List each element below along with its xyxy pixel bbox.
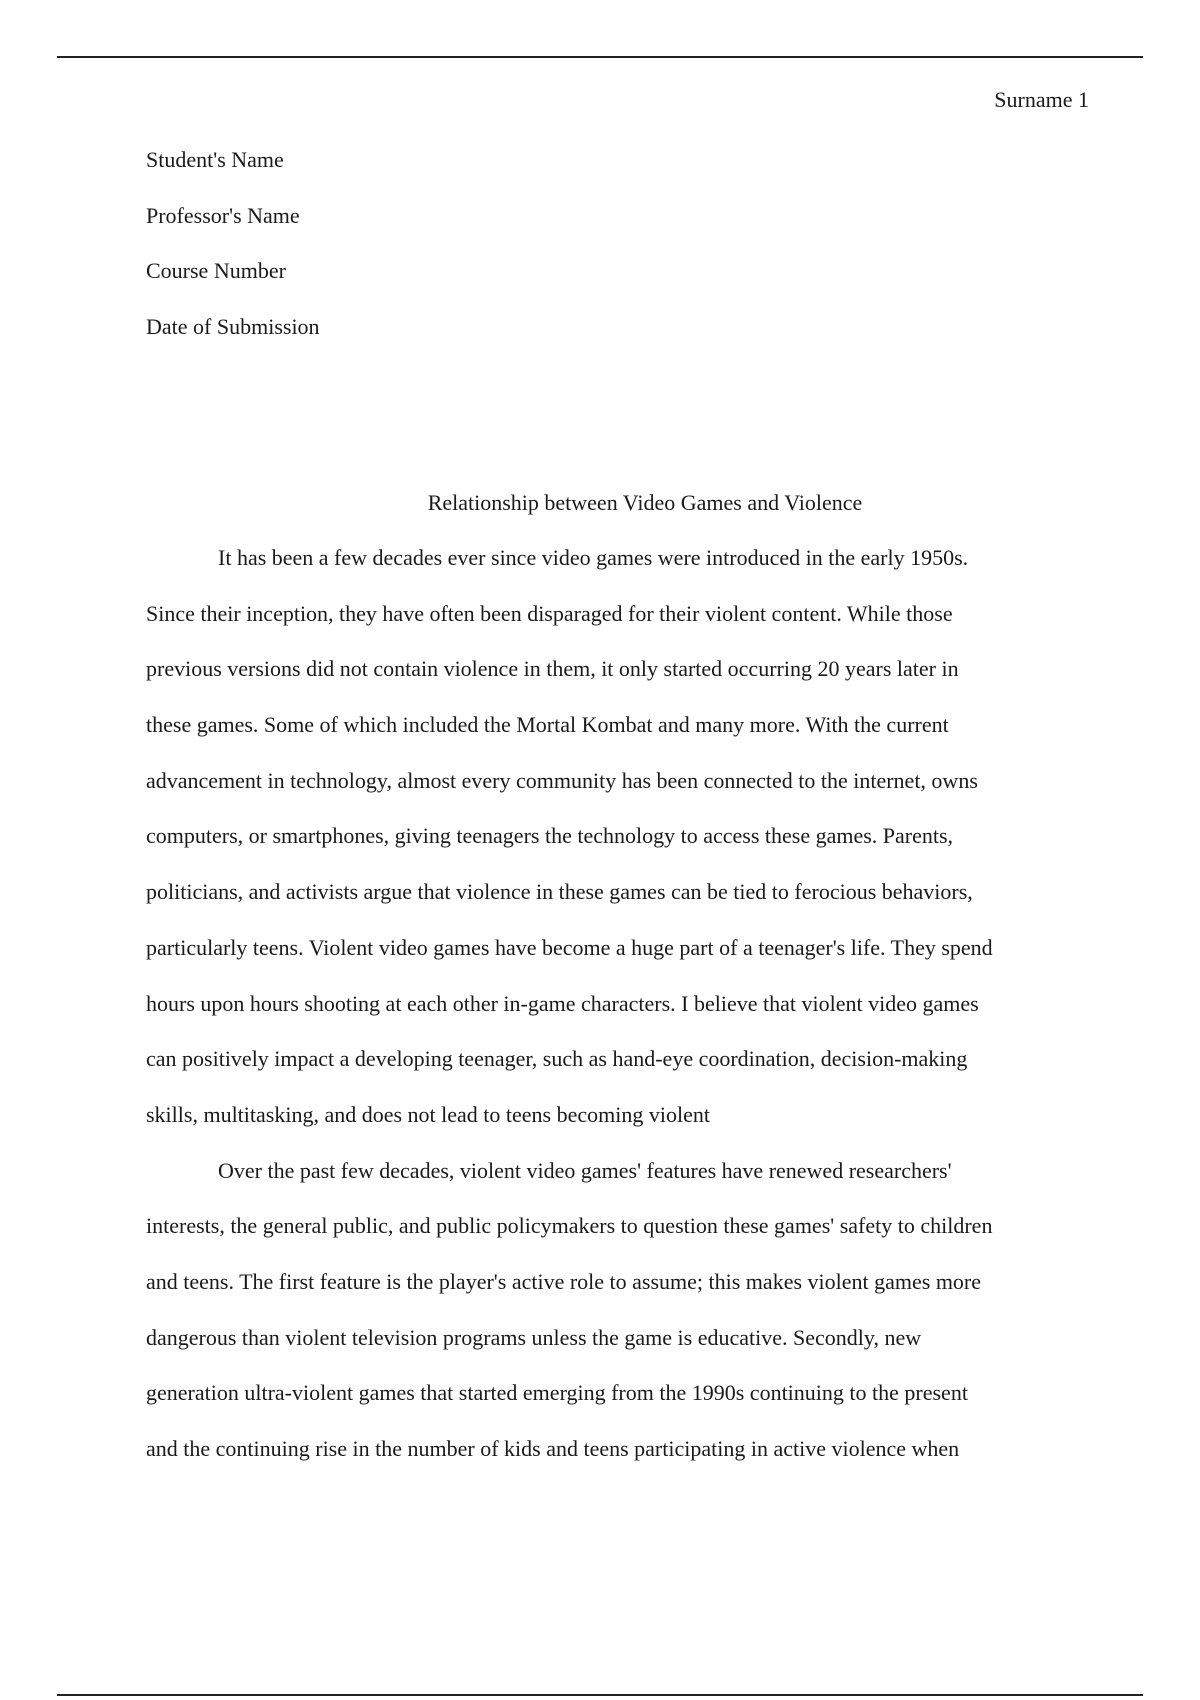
- body-line: generation ultra-violent games that started emerging from the 1990s continuing to the present: [146, 1380, 968, 1406]
- professor-name: Professor's Name: [146, 202, 300, 228]
- top-rule: [57, 56, 1143, 58]
- body-line: previous versions did not contain violence in them, it only started occurring 20 years later in: [146, 656, 959, 682]
- body-line: It has been a few decades ever since video games were introduced in the early 1950s.: [218, 545, 969, 570]
- body-line: politicians, and activists argue that violence in these games can be tied to ferocious behaviors,: [146, 879, 973, 905]
- body-line: particularly teens. Violent video games have become a huge part of a teenager's life. They spend: [146, 934, 993, 960]
- body-line: and the continuing rise in the number of kids and teens participating in active violence when: [146, 1436, 960, 1461]
- essay-body: [146, 530, 1086, 1477]
- body-line: Since their inception, they have often been disparaged for their violent content. While those: [146, 600, 953, 626]
- body-line: these games. Some of which included the Mortal Kombat and many more. With the current: [146, 712, 949, 738]
- body-line: dangerous than violent television programs unless the game is educative. Secondly, new: [146, 1324, 922, 1350]
- mla-heading-block: [146, 132, 1086, 354]
- body-line: interests, the general public, and public policymakers to question these games' safety to children: [146, 1213, 993, 1239]
- body-line: and teens. The first feature is the player's active role to assume; this makes violent games more: [146, 1268, 982, 1294]
- body-line: advancement in technology, almost every community has been connected to the internet, owns: [146, 767, 978, 793]
- body-line: computers, or smartphones, giving teenagers the technology to access these games. Parents,: [146, 823, 954, 849]
- student-name: Student's Name: [146, 147, 284, 172]
- body-line: skills, multitasking, and does not lead to teens becoming violent: [146, 1101, 710, 1127]
- body-line: Over the past few decades, violent video games' features have renewed researchers': [218, 1157, 952, 1183]
- running-head: Surname 1: [994, 87, 1089, 112]
- body-line: can positively impact a developing teenager, such as hand-eye coordination, decision-making: [146, 1046, 968, 1072]
- essay-title: Relationship between Video Games and Violence: [427, 490, 863, 515]
- body-line: hours upon hours shooting at each other in-game characters. I believe that violent video games: [146, 990, 979, 1016]
- submission-date: Date of Submission: [146, 313, 320, 339]
- course-number: Course Number: [146, 258, 286, 283]
- bottom-rule: [57, 1694, 1143, 1696]
